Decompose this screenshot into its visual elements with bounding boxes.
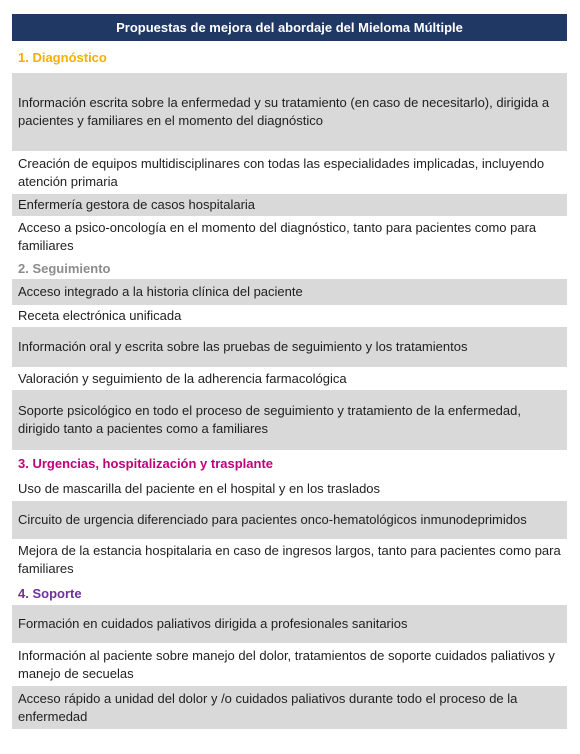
list-item: Formación en cuidados paliativos dirigida a profesionales sanitarios	[12, 605, 567, 643]
list-item: Circuito de urgencia diferenciado para pacientes onco-hematológicos inmunodeprimidos	[12, 501, 567, 539]
list-item: Acceso integrado a la historia clínica del paciente	[12, 279, 567, 305]
section-heading-soporte: 4. Soporte	[18, 585, 82, 601]
section-heading-diagnostico: 1. Diagnóstico	[18, 49, 107, 65]
list-item: Enfermería gestora de casos hospitalaria	[12, 194, 567, 216]
list-item: Mejora de la estancia hospitalaria en caso de ingresos largos, tanto para pacientes como para familiares	[12, 539, 567, 581]
list-item: Soporte psicológico en todo el proceso de seguimiento y tratamiento de la enfermedad, dirigido tanto a pacientes como a familiares	[12, 390, 567, 450]
list-item: Información escrita sobre la enfermedad y su tratamiento (en caso de necesitarlo), dirigida a pacientes y familiares en el momento del diagnóstico	[12, 73, 567, 151]
list-item: Información oral y escrita sobre las pruebas de seguimiento y los tratamientos	[12, 327, 567, 367]
section-heading-seguimiento: 2. Seguimiento	[18, 260, 111, 276]
table-title: Propuestas de mejora del abordaje del Mieloma Múltiple	[12, 14, 567, 41]
list-item: Información al paciente sobre manejo del dolor, tratamientos de soporte cuidados paliativos y manejo de secuelas	[12, 643, 567, 686]
section-heading-urgencias: 3. Urgencias, hospitalización y trasplante	[18, 455, 274, 471]
list-item: Uso de mascarilla del paciente en el hospital y en los traslados	[12, 476, 567, 501]
list-item: Acceso a psico-oncología en el momento del diagnóstico, tanto para pacientes como para familiares	[12, 216, 567, 257]
list-item: Valoración y seguimiento de la adherencia farmacológica	[12, 367, 567, 390]
list-item: Acceso rápido a unidad del dolor y /o cuidados paliativos durante todo el proceso de la enfermedad	[12, 686, 567, 729]
proposals-table	[12, 14, 567, 729]
list-item: Receta electrónica unificada	[12, 305, 567, 327]
list-item: Creación de equipos multidisciplinares con todas las especialidades implicadas, incluyendo atención primaria	[12, 151, 567, 194]
